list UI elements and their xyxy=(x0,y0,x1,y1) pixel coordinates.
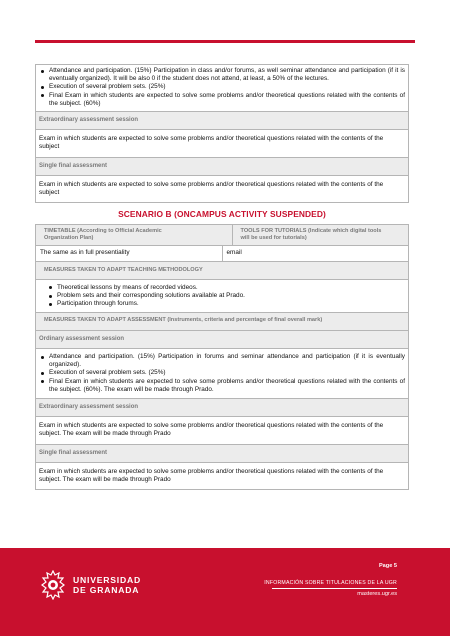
extraordinary-text-b: Exam in which students are expected to solve some problems and/or theoretical questions related with the contents of the subject. The exam will be made through Prado xyxy=(35,417,409,444)
list-item: Theoretical lessons by means of recorded videos. xyxy=(57,284,405,292)
list-item: Problem sets and their corresponding solutions available at Prado. xyxy=(57,292,405,300)
teaching-methodology-block xyxy=(35,280,409,314)
list-item: Attendance and participation. (15%) Participation in class and/or forums, as well seminar attendance and participation (if it is eventually organized). It will be also 0 if the student does not attend, at least, a 50% of the lectures. xyxy=(49,67,405,83)
intro-bullet-list xyxy=(39,67,405,108)
page-number: Page 5 xyxy=(378,563,397,569)
timetable-heading: TIMETABLE (According to Official Academic Organization Plan) xyxy=(36,225,232,245)
timetable-tools-values xyxy=(35,246,409,261)
list-item: Final Exam in which students are expected to solve some problems and/or theoretical questions related with the contents of the subject. (60%). The exam will be made through Prado. xyxy=(49,377,405,393)
list-item: Participation through forums. xyxy=(57,300,405,308)
ordinary-heading: Ordinary assessment session xyxy=(35,331,409,349)
page-footer xyxy=(0,548,450,636)
document-body xyxy=(35,64,409,490)
footer-site-link[interactable]: masteres.ugr.es xyxy=(357,590,397,597)
teaching-bullet-list xyxy=(39,284,405,309)
logo-line-2: DE GRANADA xyxy=(73,585,140,595)
intro-assessment-block xyxy=(35,64,409,112)
timetable-value: The same as in full presentiality xyxy=(40,249,130,257)
footer-rule xyxy=(272,588,397,589)
tools-heading: TOOLS FOR TUTORIALS (Indicate which digital tools will be used for tutorials) xyxy=(232,225,409,245)
ordinary-bullet-list xyxy=(39,353,405,394)
page-header xyxy=(0,0,450,45)
single-final-text-b: Exam in which students are expected to solve some problems and/or theoretical questions related with the contents of the subject. The exam will be made through Prado xyxy=(35,463,409,490)
extraordinary-heading-a: Extraordinary assessment session xyxy=(35,112,409,130)
university-seal-icon xyxy=(40,570,66,600)
timetable-tools-header xyxy=(35,224,409,246)
list-item: Execution of several problem sets. (25%) xyxy=(49,83,405,91)
extraordinary-heading-b: Extraordinary assessment session xyxy=(35,399,409,417)
tools-value: email xyxy=(222,246,409,260)
university-logo xyxy=(40,570,141,600)
footer-info-text: INFORMACIÓN SOBRE TITULACIONES DE LA UGR xyxy=(264,580,397,586)
logo-line-1: UNIVERSIDAD xyxy=(73,575,142,585)
scenario-title: SCENARIO B (ONCAMPUS ACTIVITY SUSPENDED) xyxy=(118,209,326,220)
assessment-adapt-heading: MEASURES TAKEN TO ADAPT ASSESSMENT (Instruments, criteria and percentage of final overall mark) xyxy=(35,313,409,330)
extraordinary-text-a: Exam in which students are expected to solve some problems and/or theoretical questions related with the contents of the subject xyxy=(35,130,409,157)
header-rule xyxy=(35,40,415,43)
list-item: Final Exam in which students are expected to solve some problems and/or theoretical questions related with the contents of the subject. (60%) xyxy=(49,91,405,107)
footer-site-info xyxy=(264,579,397,598)
teaching-methodology-heading: MEASURES TAKEN TO ADAPT TEACHING METHODOLOGY xyxy=(35,262,409,280)
list-item: Attendance and participation. (15%) Participation in forums and seminar attendance and participation (if it is eventually organized). xyxy=(49,353,405,369)
single-final-text-a: Exam in which students are expected to solve some problems and/or theoretical questions related with the contents of the subject xyxy=(35,176,409,203)
single-final-heading-a: Single final assessment xyxy=(35,158,409,176)
ordinary-assessment-block xyxy=(35,349,409,399)
list-item: Execution of several problem sets. (25%) xyxy=(49,369,405,377)
single-final-heading-b: Single final assessment xyxy=(35,445,409,463)
